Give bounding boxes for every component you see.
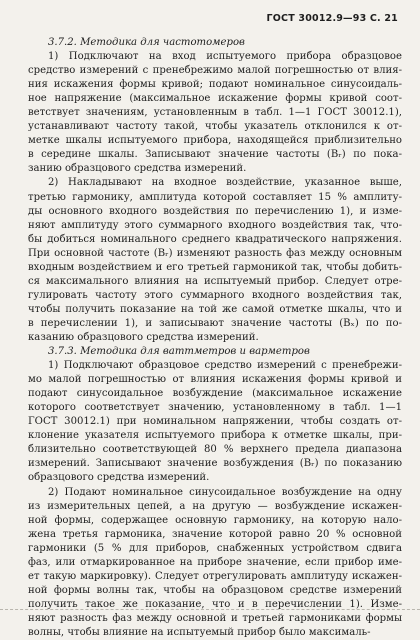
text-line: ное напряжение (максимальное искажение формы кривой соот- (28, 92, 402, 106)
text-line: ГОСТ 30012.1) при номинальном напряжении, чтобы создать от- (28, 415, 402, 429)
text-line: чтобы получить показание на той же самой отметке шкалы, что и (28, 303, 402, 317)
paragraph (28, 176, 402, 345)
text-line: из измерительных цепей, а на другую — возбуждение искажен- (28, 500, 402, 514)
text-line: образцового средства измерений. (28, 471, 402, 485)
document-body (28, 36, 402, 640)
text-line: гармоники (5 % для приборов, снабженных устройством сдвига (28, 542, 402, 556)
page-header: ГОСТ 30012.9—93 С. 21 (267, 13, 399, 24)
text-line: казанию образцового средства измерений. (28, 331, 402, 345)
text-line: При основной частоте (Bᵣ) изменяют разность фаз между основным (28, 247, 402, 261)
text-line: ет такую маркировку). Следует отрегулировать амплитуду искажен- (28, 570, 402, 584)
text-line: ветствует значениям, установленным в табл. 1—1 ГОСТ 30012.1), (28, 106, 402, 120)
text-line: бы добиться номинального среднего квадратического напряжения. (28, 233, 402, 247)
text-line: средство измерений с пренебрежимо малой погрешностью от влия- (28, 64, 402, 78)
text-line: получить такое же показание, что и в перечислении 1). Изме- (28, 598, 402, 612)
text-line: няют разность фаз между основной и третьей гармониками формы (28, 612, 402, 626)
page-edge (0, 609, 420, 620)
text-line: устанавливают частоту такой, чтобы указатель отклонился к от- (28, 120, 402, 134)
text-line: ся максимального влияния на испытуемый прибор. Следует отре- (28, 275, 402, 289)
section-heading (28, 345, 402, 359)
paragraph (28, 50, 402, 176)
text-line: 1) Подключают на вход испытуемого прибора образцовое (28, 50, 402, 64)
paragraph (28, 359, 402, 485)
section-heading (28, 36, 402, 50)
text-line: ния искажения формы кривой; подают номинальное синусоидаль- (28, 78, 402, 92)
text-line: подают синусоидальное возбуждение (максимальное искажение (28, 387, 402, 401)
text-line: 1) Подключают образцовое средство измерений с пренебрежи- (28, 359, 402, 373)
text-line: в перечислении 1), и записывают значение частоты (Bₓ) по по- (28, 317, 402, 331)
text-line: третью гармонику, амплитуда которой составляет 15 % амплиту- (28, 191, 402, 205)
heading-text: 3.7.2. Методика для частотомеров (28, 36, 402, 50)
text-line: клонение указателя испытуемого прибора к отметке шкалы, при- (28, 429, 402, 443)
text-line: мо малой погрешностью от влияния искажения формы кривой и (28, 373, 402, 387)
text-line: 2) Подают номинальное синусоидальное возбуждение на одну (28, 486, 402, 500)
text-line: 2) Накладывают на входное воздействие, указанное выше, (28, 176, 402, 190)
text-line: фаз, или отмаркированное на приборе значение, если прибор име- (28, 556, 402, 570)
text-line: ды основного входного воздействия по перечислению 1), и изме- (28, 205, 402, 219)
text-line: ной формы, содержащее основную гармонику, на которую нало- (28, 514, 402, 528)
text-line: метке шкалы испытуемого прибора, находящейся приблизительно (28, 134, 402, 148)
text-line: жена третья гармоника, значение которой равно 20 % основной (28, 528, 402, 542)
text-line: ной формы волны так, чтобы на образцовом средстве измерений (28, 584, 402, 598)
heading-text: 3.7.3. Методика для ваттметров и варметров (28, 345, 402, 359)
text-line: которого соответствует значению, установленному в табл. 1—1 (28, 401, 402, 415)
text-line: в середине шкалы. Записывают значение частоты (Bᵣ) по пока- (28, 148, 402, 162)
text-line: близительно соответствующей 80 % верхнего предела диапазона (28, 443, 402, 457)
text-line: няют амплитуду этого суммарного входного воздействия так, что- (28, 219, 402, 233)
text-line: входным воздействием и его третьей гармоникой так, чтобы добить- (28, 261, 402, 275)
text-line: измерений. Записывают значение возбуждения (Bᵣ) по показанию (28, 457, 402, 471)
text-line: занию образцового средства измерений. (28, 162, 402, 176)
text-line: волны, чтобы влияние на испытуемый прибор было максималь- (28, 626, 402, 640)
text-line: гулировать частоту этого суммарного входного воздействия так, (28, 289, 402, 303)
